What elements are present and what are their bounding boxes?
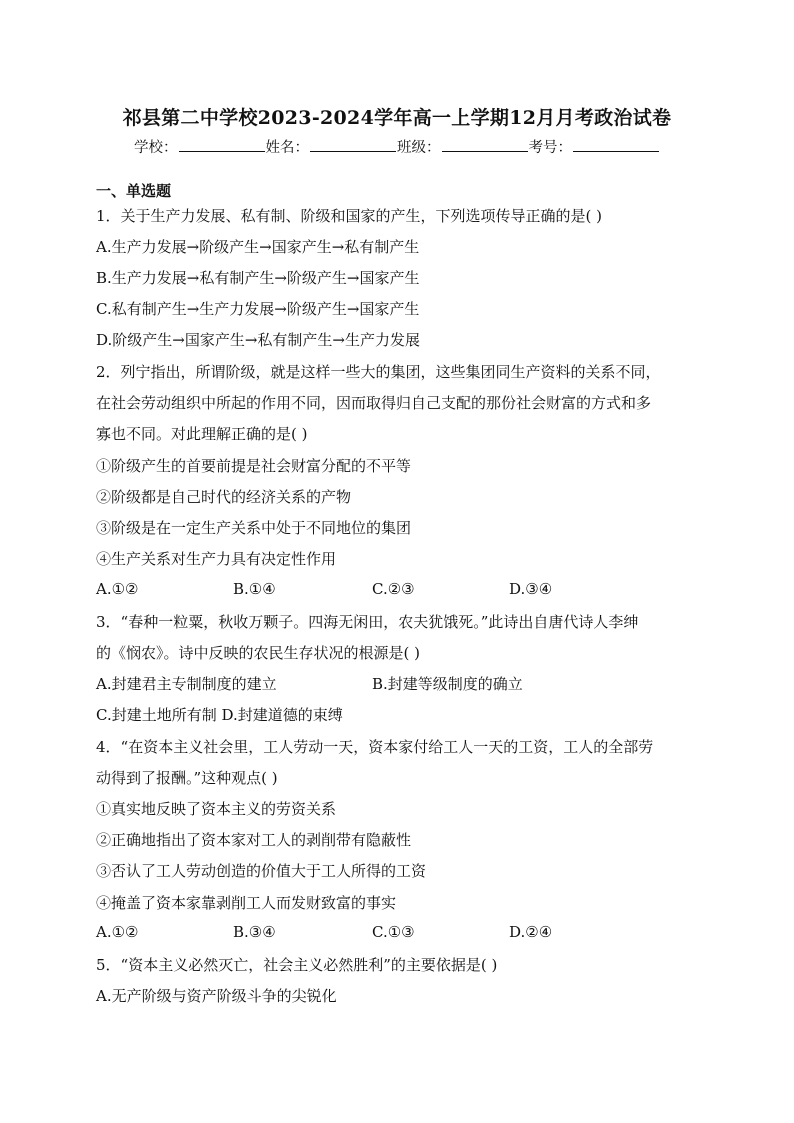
school-blank (179, 137, 265, 152)
q4-statement-4: ④掩盖了资本家靠剥削工人而发财致富的事实 (96, 894, 397, 912)
q3-stem-line1: 3．“春种一粒粟，秋收万颗子。四海无闲田，农夫犹饿死。”此诗出自唐代诗人李绅 (96, 613, 639, 631)
q1-stem: 1．关于生产力发展、私有制、阶级和国家的产生，下列选项传导正确的是( ) (96, 207, 603, 225)
q2-statement-4: ④生产关系对生产力具有决定性作用 (96, 550, 337, 568)
q4-option-d: D.②④ (509, 923, 553, 941)
q4-statement-1: ①真实地反映了资本主义的劳资关系 (96, 800, 337, 818)
name-label: 姓名： (265, 140, 309, 156)
q5-stem: 5．“资本主义必然灭亡，社会主义必然胜利”的主要依据是( ) (96, 956, 498, 974)
q3-options-cd: C.封建土地所有制 D.封建道德的束缚 (96, 706, 343, 724)
q2-option-d: D.③④ (509, 580, 553, 598)
school-label: 学校： (134, 140, 178, 156)
student-info-line (0, 136, 794, 157)
q5-option-a: A.无产阶级与资产阶级斗争的尖锐化 (96, 987, 337, 1005)
q4-stem-line1: 4．“在资本主义社会里，工人劳动一天，资本家付给工人一天的工资，工人的全部劳 (96, 738, 654, 756)
q1-option-d: D.阶级产生→国家产生→私有制产生→生产力发展 (96, 331, 420, 349)
q2-stem-line1: 2．列宁指出，所谓阶级，就是这样一些大的集团，这些集团同生产资料的关系不同， (96, 363, 661, 381)
q4-option-b: B.③④ (233, 923, 276, 941)
q4-statement-2: ②正确地指出了资本家对工人的剥削带有隐蔽性 (96, 831, 412, 849)
section-heading: 一、单选题 (96, 182, 172, 200)
q2-stem-line3: 寡也不同。对此理解正确的是( ) (96, 425, 308, 443)
q2-statement-1: ①阶级产生的首要前提是社会财富分配的不平等 (96, 457, 412, 475)
q1-option-a: A.生产力发展→阶级产生→国家产生→私有制产生 (96, 238, 420, 256)
q4-statement-3: ③否认了工人劳动创造的价值大于工人所得的工资 (96, 862, 427, 880)
q2-option-c: C.②③ (372, 580, 415, 598)
q1-option-c: C.私有制产生→生产力发展→阶级产生→国家产生 (96, 300, 420, 318)
q1-option-b: B.生产力发展→私有制产生→阶级产生→国家产生 (96, 269, 420, 287)
q2-stem-line2: 在社会劳动组织中所起的作用不同，因而取得归自己支配的那份社会财富的方式和多 (96, 394, 652, 412)
q2-option-b: B.①④ (233, 580, 276, 598)
q3-option-b: B.封建等级制度的确立 (372, 675, 523, 693)
q2-statement-2: ②阶级都是自己时代的经济关系的产物 (96, 488, 352, 506)
number-label: 考号： (528, 140, 572, 156)
q3-option-a: A.封建君主专制制度的建立 (96, 675, 277, 693)
q4-option-c: C.①③ (372, 923, 415, 941)
exam-title: 祁县第二中学校2023-2024学年高一上学期12月月考政治试卷 (122, 107, 672, 129)
name-blank (310, 137, 396, 152)
class-blank (442, 137, 528, 152)
number-blank (573, 137, 659, 152)
q3-stem-line2: 的《悯农》。诗中反映的农民生存状况的根源是( ) (96, 644, 420, 662)
q4-stem-line2: 动得到了报酬。”这种观点( ) (96, 769, 278, 787)
q2-statement-3: ③阶级是在一定生产关系中处于不同地位的集团 (96, 519, 412, 537)
q2-option-a: A.①② (96, 580, 139, 598)
class-label: 班级： (397, 140, 441, 156)
q4-option-a: A.①② (96, 923, 139, 941)
